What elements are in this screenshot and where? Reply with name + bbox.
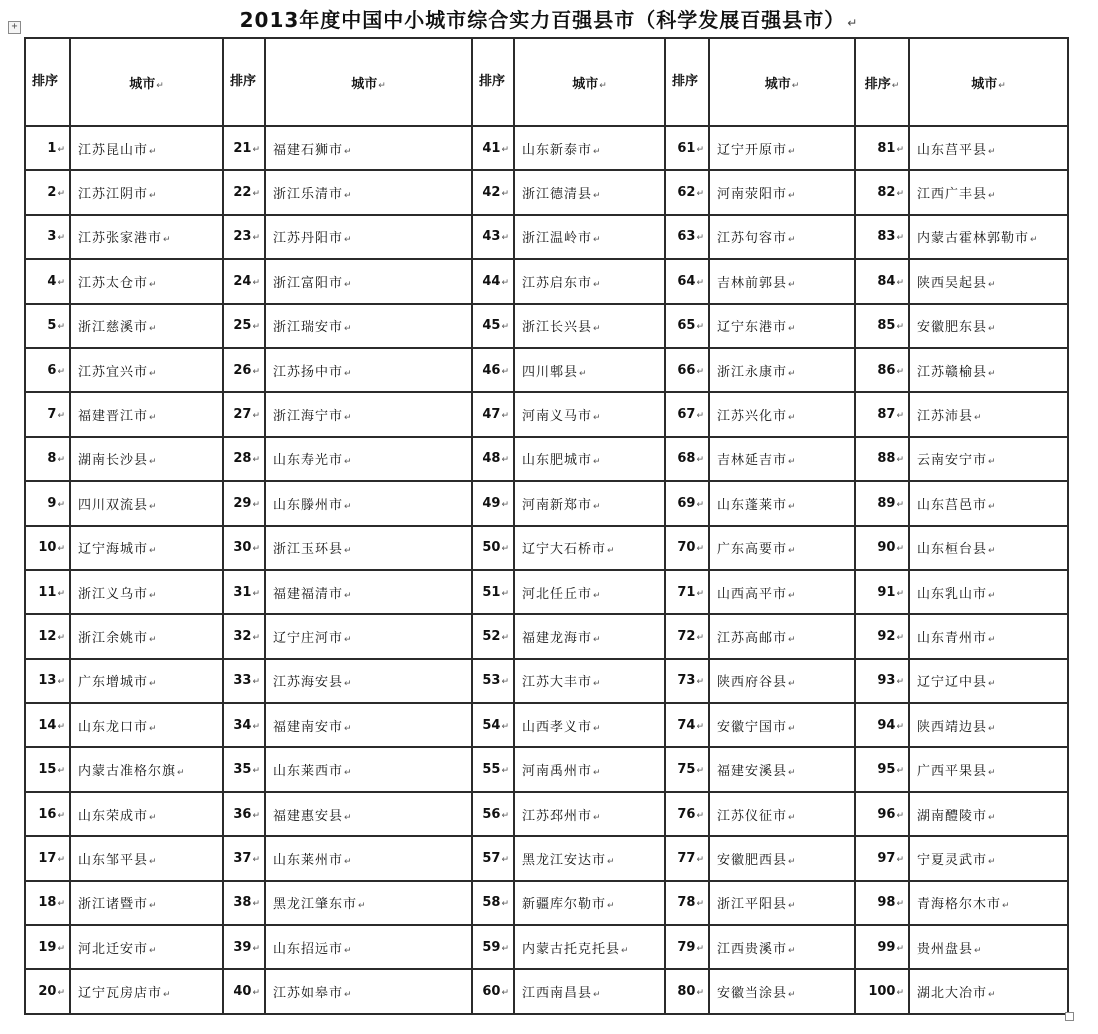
rank-cell: 4↵ <box>25 259 70 303</box>
rank-cell: 24↵ <box>223 259 265 303</box>
city-cell: 河南禹州市↵ <box>514 747 665 791</box>
city-cell: 青海格尔木市↵ <box>909 881 1068 925</box>
rank-cell: 47↵ <box>472 392 514 436</box>
rank-cell: 74↵ <box>665 703 709 747</box>
city-cell: 吉林延吉市↵ <box>709 437 855 481</box>
rank-cell: 72↵ <box>665 614 709 658</box>
rank-cell: 96↵ <box>855 792 909 836</box>
rank-cell: 77↵ <box>665 836 709 880</box>
city-cell: 云南安宁市↵ <box>909 437 1068 481</box>
rank-cell: 26↵ <box>223 348 265 392</box>
rank-cell: 46↵ <box>472 348 514 392</box>
city-cell: 广东增城市↵ <box>70 659 223 703</box>
city-cell: 江苏太仓市↵ <box>70 259 223 303</box>
city-cell: 浙江温岭市↵ <box>514 215 665 259</box>
city-cell: 安徽肥东县↵ <box>909 304 1068 348</box>
city-cell: 福建惠安县↵ <box>265 792 472 836</box>
city-cell: 江苏沛县↵ <box>909 392 1068 436</box>
city-cell: 江西广丰县↵ <box>909 170 1068 214</box>
city-cell: 江苏江阴市↵ <box>70 170 223 214</box>
table-row <box>25 259 1068 303</box>
rank-cell: 97↵ <box>855 836 909 880</box>
city-cell: 福建安溪县↵ <box>709 747 855 791</box>
table-row <box>25 969 1068 1013</box>
rank-cell: 100↵ <box>855 969 909 1013</box>
table-row <box>25 481 1068 525</box>
city-cell: 浙江永康市↵ <box>709 348 855 392</box>
rank-cell: 93↵ <box>855 659 909 703</box>
header-city: 城市↵ <box>709 38 855 126</box>
city-cell: 山西孝义市↵ <box>514 703 665 747</box>
table-row <box>25 614 1068 658</box>
city-cell: 福建南安市↵ <box>265 703 472 747</box>
table-row <box>25 792 1068 836</box>
paragraph-mark: ↵ <box>847 16 859 30</box>
city-cell: 辽宁瓦房店市↵ <box>70 969 223 1013</box>
rank-cell: 80↵ <box>665 969 709 1013</box>
city-cell: 浙江长兴县↵ <box>514 304 665 348</box>
table-row <box>25 215 1068 259</box>
rank-cell: 69↵ <box>665 481 709 525</box>
document-title: 2013年度中国中小城市综合实力百强县市（科学发展百强县市） ↵ <box>239 8 859 32</box>
rank-cell: 86↵ <box>855 348 909 392</box>
city-cell: 新疆库尔勒市↵ <box>514 881 665 925</box>
city-cell: 宁夏灵武市↵ <box>909 836 1068 880</box>
city-cell: 福建晋江市↵ <box>70 392 223 436</box>
table-resize-handle[interactable] <box>1065 1012 1074 1021</box>
city-cell: 内蒙古准格尔旗↵ <box>70 747 223 791</box>
header-city: 城市↵ <box>265 38 472 126</box>
city-cell: 浙江德清县↵ <box>514 170 665 214</box>
rank-cell: 57↵ <box>472 836 514 880</box>
city-cell: 江苏海安县↵ <box>265 659 472 703</box>
rank-cell: 90↵ <box>855 526 909 570</box>
header-city: 城市↵ <box>909 38 1068 126</box>
rank-cell: 62↵ <box>665 170 709 214</box>
rank-cell: 51↵ <box>472 570 514 614</box>
city-cell: 江苏句容市↵ <box>709 215 855 259</box>
rank-cell: 13↵ <box>25 659 70 703</box>
city-cell: 浙江义乌市↵ <box>70 570 223 614</box>
city-cell: 安徽当涂县↵ <box>709 969 855 1013</box>
city-cell: 山西高平市↵ <box>709 570 855 614</box>
rank-cell: 68↵ <box>665 437 709 481</box>
table-row <box>25 304 1068 348</box>
city-cell: 河南荥阳市↵ <box>709 170 855 214</box>
rank-cell: 63↵ <box>665 215 709 259</box>
header-rank: 排序 <box>472 38 514 126</box>
rank-cell: 37↵ <box>223 836 265 880</box>
city-cell: 山东肥城市↵ <box>514 437 665 481</box>
table-move-handle-icon[interactable]: + <box>8 21 21 34</box>
rank-cell: 82↵ <box>855 170 909 214</box>
city-cell: 浙江慈溪市↵ <box>70 304 223 348</box>
rank-cell: 75↵ <box>665 747 709 791</box>
rank-cell: 53↵ <box>472 659 514 703</box>
city-cell: 山东龙口市↵ <box>70 703 223 747</box>
rank-cell: 33↵ <box>223 659 265 703</box>
city-cell: 山东莒邑市↵ <box>909 481 1068 525</box>
table-body <box>25 126 1068 1014</box>
table-row <box>25 925 1068 969</box>
rank-cell: 84↵ <box>855 259 909 303</box>
table-header-row <box>25 38 1068 126</box>
city-cell: 山东招远市↵ <box>265 925 472 969</box>
city-cell: 江苏扬中市↵ <box>265 348 472 392</box>
rank-cell: 6↵ <box>25 348 70 392</box>
rank-cell: 49↵ <box>472 481 514 525</box>
header-rank: 排序 <box>25 38 70 126</box>
rank-cell: 23↵ <box>223 215 265 259</box>
city-cell: 黑龙江肇东市↵ <box>265 881 472 925</box>
rank-cell: 20↵ <box>25 969 70 1013</box>
city-cell: 安徽肥西县↵ <box>709 836 855 880</box>
city-cell: 江苏宜兴市↵ <box>70 348 223 392</box>
city-cell: 江苏如皋市↵ <box>265 969 472 1013</box>
city-cell: 辽宁大石桥市↵ <box>514 526 665 570</box>
rank-cell: 34↵ <box>223 703 265 747</box>
city-cell: 江苏邳州市↵ <box>514 792 665 836</box>
city-cell: 山东莱西市↵ <box>265 747 472 791</box>
city-cell: 河南义马市↵ <box>514 392 665 436</box>
city-cell: 湖北大冶市↵ <box>909 969 1068 1013</box>
rank-cell: 61↵ <box>665 126 709 170</box>
rank-cell: 73↵ <box>665 659 709 703</box>
city-cell: 山东青州市↵ <box>909 614 1068 658</box>
city-cell: 山东乳山市↵ <box>909 570 1068 614</box>
city-cell: 浙江诸暨市↵ <box>70 881 223 925</box>
city-cell: 山东荣成市↵ <box>70 792 223 836</box>
city-cell: 广西平果县↵ <box>909 747 1068 791</box>
rank-cell: 91↵ <box>855 570 909 614</box>
city-cell: 江苏高邮市↵ <box>709 614 855 658</box>
rank-cell: 99↵ <box>855 925 909 969</box>
rank-cell: 56↵ <box>472 792 514 836</box>
rank-cell: 17↵ <box>25 836 70 880</box>
rank-cell: 87↵ <box>855 392 909 436</box>
rank-cell: 12↵ <box>25 614 70 658</box>
city-cell: 浙江富阳市↵ <box>265 259 472 303</box>
header-rank: 排序 <box>223 38 265 126</box>
city-cell: 浙江海宁市↵ <box>265 392 472 436</box>
city-cell: 江苏张家港市↵ <box>70 215 223 259</box>
rank-cell: 27↵ <box>223 392 265 436</box>
rank-cell: 48↵ <box>472 437 514 481</box>
city-cell: 浙江玉环县↵ <box>265 526 472 570</box>
rank-cell: 35↵ <box>223 747 265 791</box>
city-cell: 江西南昌县↵ <box>514 969 665 1013</box>
city-cell: 黑龙江安达市↵ <box>514 836 665 880</box>
rank-cell: 60↵ <box>472 969 514 1013</box>
city-cell: 江苏大丰市↵ <box>514 659 665 703</box>
city-cell: 辽宁辽中县↵ <box>909 659 1068 703</box>
rank-cell: 16↵ <box>25 792 70 836</box>
rank-cell: 41↵ <box>472 126 514 170</box>
rank-cell: 78↵ <box>665 881 709 925</box>
city-cell: 吉林前郭县↵ <box>709 259 855 303</box>
rank-cell: 19↵ <box>25 925 70 969</box>
city-cell: 辽宁庄河市↵ <box>265 614 472 658</box>
city-cell: 江苏丹阳市↵ <box>265 215 472 259</box>
rank-cell: 79↵ <box>665 925 709 969</box>
rank-cell: 66↵ <box>665 348 709 392</box>
rank-cell: 88↵ <box>855 437 909 481</box>
city-cell: 河南新郑市↵ <box>514 481 665 525</box>
rank-cell: 81↵ <box>855 126 909 170</box>
rank-cell: 1↵ <box>25 126 70 170</box>
rank-cell: 70↵ <box>665 526 709 570</box>
city-cell: 浙江余姚市↵ <box>70 614 223 658</box>
city-cell: 福建龙海市↵ <box>514 614 665 658</box>
city-cell: 湖南长沙县↵ <box>70 437 223 481</box>
rank-cell: 38↵ <box>223 881 265 925</box>
rank-cell: 11↵ <box>25 570 70 614</box>
table-row <box>25 170 1068 214</box>
rank-cell: 9↵ <box>25 481 70 525</box>
city-cell: 江苏赣榆县↵ <box>909 348 1068 392</box>
header-city: 城市↵ <box>70 38 223 126</box>
city-cell: 河北迁安市↵ <box>70 925 223 969</box>
rank-cell: 8↵ <box>25 437 70 481</box>
rank-cell: 92↵ <box>855 614 909 658</box>
table-row <box>25 392 1068 436</box>
city-cell: 内蒙古霍林郭勒市↵ <box>909 215 1068 259</box>
city-cell: 浙江乐清市↵ <box>265 170 472 214</box>
rank-cell: 32↵ <box>223 614 265 658</box>
city-cell: 江西贵溪市↵ <box>709 925 855 969</box>
ranking-table <box>24 37 1069 1015</box>
table-row <box>25 836 1068 880</box>
city-cell: 福建福清市↵ <box>265 570 472 614</box>
city-cell: 山东邹平县↵ <box>70 836 223 880</box>
rank-cell: 58↵ <box>472 881 514 925</box>
rank-cell: 55↵ <box>472 747 514 791</box>
rank-cell: 5↵ <box>25 304 70 348</box>
rank-cell: 44↵ <box>472 259 514 303</box>
rank-cell: 14↵ <box>25 703 70 747</box>
rank-cell: 95↵ <box>855 747 909 791</box>
rank-cell: 36↵ <box>223 792 265 836</box>
city-cell: 山东蓬莱市↵ <box>709 481 855 525</box>
city-cell: 浙江平阳县↵ <box>709 881 855 925</box>
city-cell: 陕西府谷县↵ <box>709 659 855 703</box>
city-cell: 辽宁海城市↵ <box>70 526 223 570</box>
rank-cell: 54↵ <box>472 703 514 747</box>
rank-cell: 25↵ <box>223 304 265 348</box>
city-cell: 山东滕州市↵ <box>265 481 472 525</box>
table-row <box>25 437 1068 481</box>
city-cell: 福建石狮市↵ <box>265 126 472 170</box>
city-cell: 湖南醴陵市↵ <box>909 792 1068 836</box>
city-cell: 四川郫县↵ <box>514 348 665 392</box>
rank-cell: 31↵ <box>223 570 265 614</box>
city-cell: 山东桓台县↵ <box>909 526 1068 570</box>
rank-cell: 7↵ <box>25 392 70 436</box>
city-cell: 内蒙古托克托县↵ <box>514 925 665 969</box>
rank-cell: 15↵ <box>25 747 70 791</box>
city-cell: 贵州盘县↵ <box>909 925 1068 969</box>
rank-cell: 98↵ <box>855 881 909 925</box>
city-cell: 山东莱州市↵ <box>265 836 472 880</box>
city-cell: 陕西吴起县↵ <box>909 259 1068 303</box>
rank-cell: 21↵ <box>223 126 265 170</box>
city-cell: 陕西靖边县↵ <box>909 703 1068 747</box>
rank-cell: 30↵ <box>223 526 265 570</box>
rank-cell: 52↵ <box>472 614 514 658</box>
rank-cell: 71↵ <box>665 570 709 614</box>
rank-cell: 76↵ <box>665 792 709 836</box>
rank-cell: 28↵ <box>223 437 265 481</box>
rank-cell: 89↵ <box>855 481 909 525</box>
rank-cell: 10↵ <box>25 526 70 570</box>
header-rank: 排序↵ <box>855 38 909 126</box>
rank-cell: 67↵ <box>665 392 709 436</box>
city-cell: 山东寿光市↵ <box>265 437 472 481</box>
city-cell: 江苏昆山市↵ <box>70 126 223 170</box>
city-cell: 浙江瑞安市↵ <box>265 304 472 348</box>
city-cell: 江苏仪征市↵ <box>709 792 855 836</box>
city-cell: 安徽宁国市↵ <box>709 703 855 747</box>
city-cell: 辽宁开原市↵ <box>709 126 855 170</box>
city-cell: 山东新泰市↵ <box>514 126 665 170</box>
city-cell: 江苏启东市↵ <box>514 259 665 303</box>
rank-cell: 50↵ <box>472 526 514 570</box>
rank-cell: 18↵ <box>25 881 70 925</box>
rank-cell: 85↵ <box>855 304 909 348</box>
table-row <box>25 126 1068 170</box>
table-row <box>25 570 1068 614</box>
city-cell: 四川双流县↵ <box>70 481 223 525</box>
city-cell: 江苏兴化市↵ <box>709 392 855 436</box>
rank-cell: 29↵ <box>223 481 265 525</box>
table-row <box>25 348 1068 392</box>
table-row <box>25 659 1068 703</box>
header-rank: 排序 <box>665 38 709 126</box>
city-cell: 河北任丘市↵ <box>514 570 665 614</box>
rank-cell: 64↵ <box>665 259 709 303</box>
rank-cell: 43↵ <box>472 215 514 259</box>
table-row <box>25 881 1068 925</box>
rank-cell: 59↵ <box>472 925 514 969</box>
rank-cell: 45↵ <box>472 304 514 348</box>
rank-cell: 83↵ <box>855 215 909 259</box>
header-city: 城市↵ <box>514 38 665 126</box>
rank-cell: 2↵ <box>25 170 70 214</box>
rank-cell: 65↵ <box>665 304 709 348</box>
rank-cell: 94↵ <box>855 703 909 747</box>
rank-cell: 22↵ <box>223 170 265 214</box>
city-cell: 山东莒平县↵ <box>909 126 1068 170</box>
table-row <box>25 526 1068 570</box>
rank-cell: 40↵ <box>223 969 265 1013</box>
rank-cell: 39↵ <box>223 925 265 969</box>
rank-cell: 42↵ <box>472 170 514 214</box>
table-row <box>25 747 1068 791</box>
rank-cell: 3↵ <box>25 215 70 259</box>
city-cell: 广东高要市↵ <box>709 526 855 570</box>
table-row <box>25 703 1068 747</box>
city-cell: 辽宁东港市↵ <box>709 304 855 348</box>
